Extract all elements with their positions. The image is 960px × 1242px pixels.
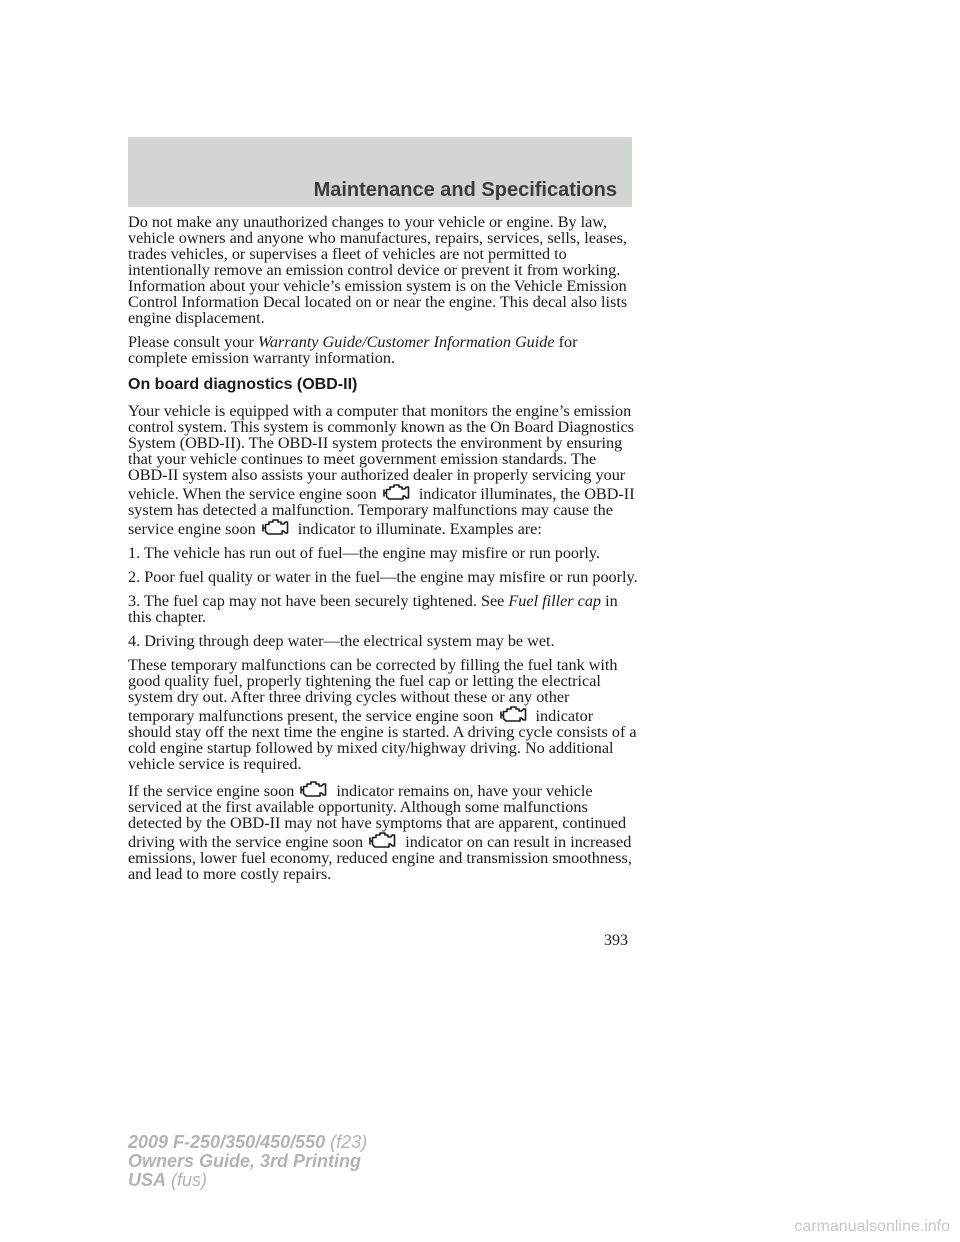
obd-heading: On board diagnostics (OBD-II): [128, 376, 358, 393]
paragraph-text: indicator remains on, have your vehicle serviced at the first available opportunity. Although some malfunctions detected by the OBD-II may not have symptoms that are apparent, continued driving with the service engine soon: [128, 782, 627, 851]
paragraph-text: indicator on can result in increased emissions, lower fuel economy, reduced engine and transmission smoothness, and lead to more costly repairs.: [128, 833, 632, 883]
paragraph-text: These temporary malfunctions can be corrected by filling the fuel tank with good quality fuel, properly tightening the fuel cap or letting the electrical system dry out. After three driving cycles without these or any other temporary malfunctions present, the service engine soon: [128, 656, 618, 725]
check-engine-icon: [260, 518, 290, 536]
paragraph-text: for complete emission warranty information.: [128, 333, 578, 367]
warranty-guide-reference: Warranty Guide/Customer Information Guide: [257, 333, 555, 351]
footer-model: 2009 F-250/350/450/550: [128, 1132, 326, 1152]
paragraph-indicator-remains-on: [128, 780, 638, 882]
check-engine-icon: [498, 705, 528, 723]
check-engine-icon: [381, 483, 411, 501]
paragraph-unauthorized-changes: [128, 214, 638, 326]
paragraph-temporary-malfunctions: [128, 657, 638, 772]
footer-line-market: [128, 1171, 367, 1190]
check-engine-icon: [367, 831, 397, 849]
paragraph-text: in this chapter.: [128, 592, 618, 626]
check-engine-icon: [298, 780, 328, 798]
list-item: [128, 593, 638, 625]
paragraph-text: indicator to illuminate. Examples are:: [293, 520, 542, 538]
footer: [128, 1133, 367, 1190]
paragraph-text: 3. The fuel cap may not have been securely tightened. See: [128, 592, 509, 610]
page-number: 393: [604, 932, 628, 949]
paragraph-text: indicator should stay off the next time the engine is started. A driving cycle consists of a cold engine startup followed by mixed city/highway driving. No additional vehicle service is required.: [128, 707, 637, 773]
paragraph-text: If the service engine soon: [128, 782, 299, 800]
paragraph-text: indicator illuminates, the OBD-II system has detected a malfunction. Temporary malfunctions may cause the service engine soon: [128, 485, 635, 538]
fuel-filler-cap-reference: Fuel filler cap: [508, 592, 602, 610]
paragraph-text: Please consult your: [128, 333, 258, 351]
list-item: 4. Driving through deep water—the electrical system may be wet.: [128, 632, 555, 650]
footer-market: USA: [128, 1170, 167, 1190]
paragraph-text: Your vehicle is equipped with a computer that monitors the engine’s emission control system. This system is commonly known as the On Board Diagnostics System (OBD-II). The OBD-II system protects the environment by ensuring that your vehicle continues to meet government emission standards. The OBD-II system also assists your authorized dealer in properly servicing your vehicle. When the service engine soon: [128, 402, 634, 503]
footer-line-model: [128, 1133, 367, 1152]
watermark[interactable]: carmanualsonline.info: [794, 1218, 950, 1235]
paragraph-obd-description: [128, 403, 638, 537]
list-item: 1. The vehicle has run out of fuel—the engine may misfire or run poorly.: [128, 544, 601, 562]
paragraph-text: Do not make any unauthorized changes to your vehicle or engine. By law, vehicle owners and anyone who manufactures, repairs, services, sells, leases, trades vehicles, or supervises a fleet of vehicles are not permitted to intentionally remove an emission control device or prevent it from working. Information about your vehicle’s emission system is on the Vehicle Emission Control Information Decal located on or near the engine. This decal also lists engine displacement.: [128, 213, 628, 327]
footer-market-code: (fus): [166, 1170, 208, 1190]
page-content: [128, 214, 638, 890]
footer-edition: Owners Guide, 3rd Printing: [128, 1151, 362, 1171]
section-title: Maintenance and Specifications: [313, 179, 617, 201]
list-item: 2. Poor fuel quality or water in the fuel—the engine may misfire or run poorly.: [128, 568, 638, 586]
footer-model-code: (f23): [325, 1132, 368, 1152]
paragraph-warranty-reference: [128, 334, 638, 366]
section-header: [128, 137, 632, 207]
